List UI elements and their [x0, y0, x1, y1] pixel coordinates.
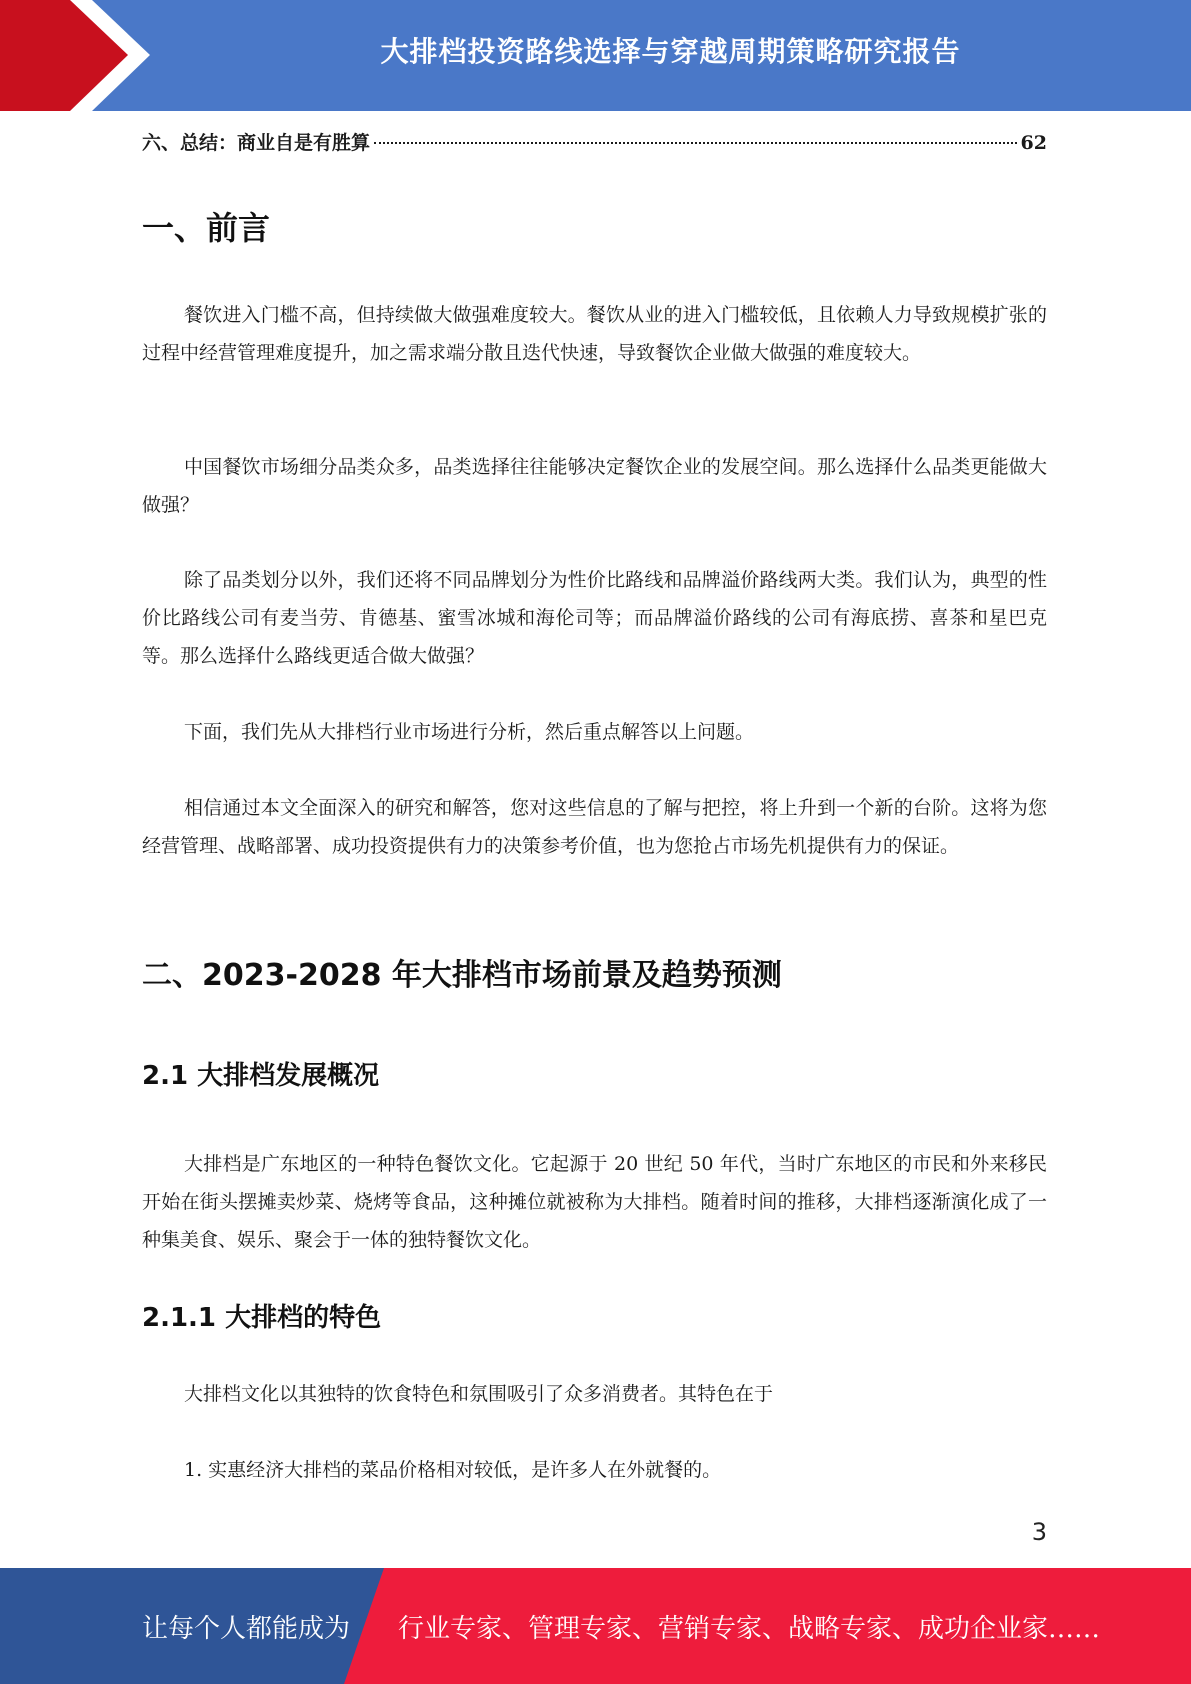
toc-entry-page: 62 — [1020, 132, 1047, 154]
intro-paragraph-2: 中国餐饮市场细分品类众多，品类选择往往能够决定餐饮企业的发展空间。那么选择什么品类更能做大做强？ — [142, 456, 1047, 516]
toc-entry[interactable] — [142, 128, 1047, 160]
report-title: 大排档投资路线选择与穿越周期策略研究报告 — [380, 35, 961, 68]
heading-intro: 一、前言 — [142, 209, 271, 247]
heading-features: 2.1.1 大排档的特色 — [142, 1303, 382, 1333]
heading-market-outlook: 二、2023-2028 年大排档市场前景及趋势预测 — [142, 958, 782, 993]
toc-leader-dots — [374, 142, 1017, 144]
toc-entry-label: 六、总结：商业自是有胜算 — [142, 132, 371, 154]
footer-slogan-left: 让每个人都能成为 — [142, 1613, 351, 1644]
intro-paragraph-4: 下面，我们先从大排档行业市场进行分析，然后重点解答以上问题。 — [184, 721, 755, 743]
list-item: 1. 实惠经济大排档的菜品价格相对较低，是许多人在外就餐的。 — [184, 1459, 722, 1481]
overview-paragraph: 大排档是广东地区的一种特色餐饮文化。它起源于 20 世纪 50 年代，当时广东地区的市民和外来移民开始在街头摆摊卖炒菜、烧烤等食品，这种摊位就被称为大排档。随着时间的推移，大排档逐渐演化成了一种集美食、娱乐、聚会于一体的独特餐饮文化。 — [142, 1153, 1047, 1251]
page-number: 3 — [1031, 1518, 1047, 1546]
footer-slogan-right: 行业专家、管理专家、营销专家、战略专家、成功企业家…… — [398, 1613, 1101, 1644]
footer-banner — [0, 1568, 1191, 1684]
heading-overview: 2.1 大排档发展概况 — [142, 1061, 380, 1091]
intro-paragraph-5: 相信通过本文全面深入的研究和解答，您对这些信息的了解与把控，将上升到一个新的台阶。这将为您经营管理、战略部署、成功投资提供有力的决策参考价值，也为您抢占市场先机提供有力的保证。 — [142, 797, 1047, 857]
header-banner — [0, 0, 1191, 111]
features-paragraph: 大排档文化以其独特的饮食特色和氛围吸引了众多消费者。其特色在于 — [184, 1383, 774, 1405]
intro-paragraph-3: 除了品类划分以外，我们还将不同品牌划分为性价比路线和品牌溢价路线两大类。我们认为，典型的性价比路线公司有麦当劳、肯德基、蜜雪冰城和海伦司等；而品牌溢价路线的公司有海底捞、喜茶和星巴克等。那么选择什么路线更适合做大做强？ — [142, 569, 1047, 667]
intro-paragraph-1: 餐饮进入门槛不高，但持续做大做强难度较大。餐饮从业的进入门槛较低，且依赖人力导致规模扩张的过程中经营管理难度提升，加之需求端分散且迭代快速，导致餐饮企业做大做强的难度较大。 — [142, 304, 1047, 364]
